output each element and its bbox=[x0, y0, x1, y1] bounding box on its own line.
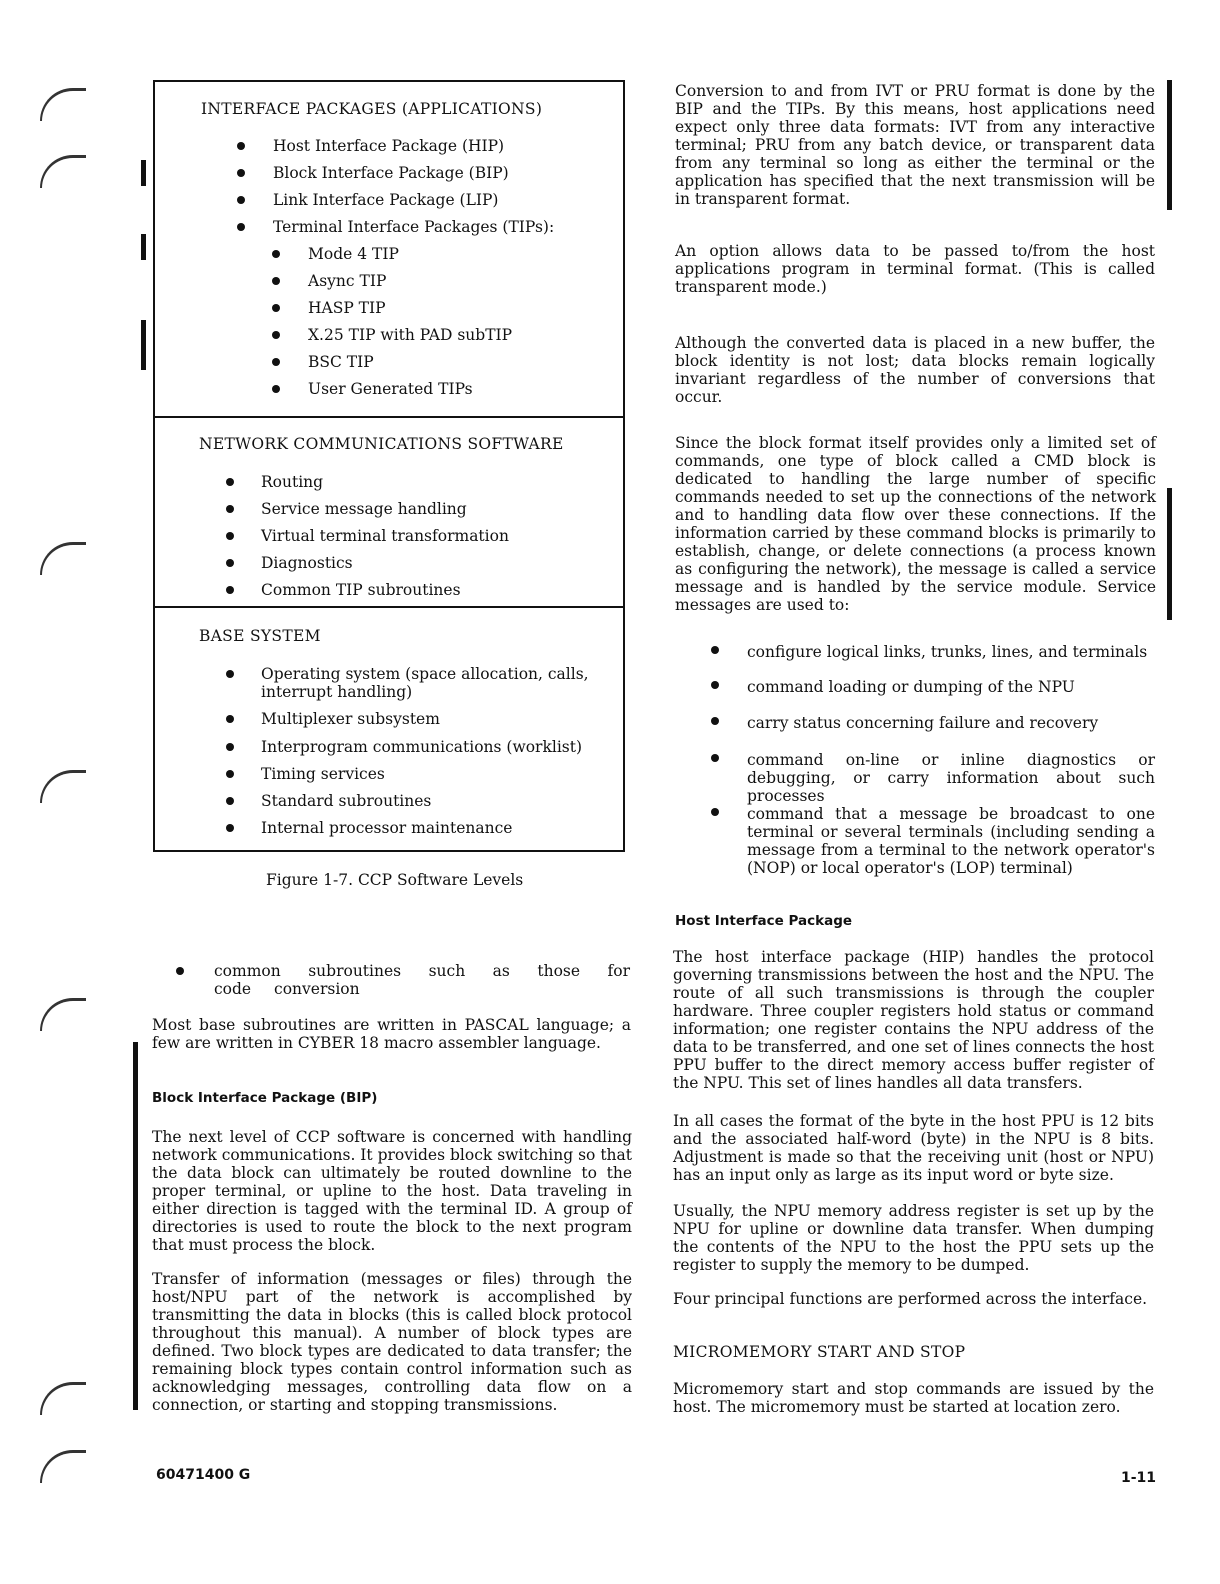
bullet-icon bbox=[711, 717, 719, 725]
change-bar bbox=[141, 234, 146, 260]
list-item: Service message handling bbox=[261, 500, 467, 518]
list-item: Operating system (space allocation, calls, interrupt handling) bbox=[261, 665, 589, 701]
bullet-icon bbox=[272, 277, 280, 285]
bullet-icon bbox=[237, 223, 245, 231]
bullet-icon bbox=[226, 532, 234, 540]
list-item: Terminal Interface Packages (TIPs): bbox=[273, 218, 555, 236]
figure-caption: Figure 1-7. CCP Software Levels bbox=[266, 871, 524, 889]
change-bar bbox=[141, 160, 146, 186]
list-item: Interprogram communications (worklist) bbox=[261, 738, 583, 756]
binder-hole-mark bbox=[40, 1382, 86, 1415]
bullet-icon bbox=[237, 196, 245, 204]
list-item: Routing bbox=[261, 473, 324, 491]
binder-hole-mark bbox=[40, 998, 86, 1031]
bullet-icon bbox=[272, 358, 280, 366]
bullet-icon bbox=[226, 770, 234, 778]
paragraph: The host interface package (HIP) handles the protocol governing transmissions between the host and the NPU. The route of all such transmissions is through the coupler hardware. Three coupler registers hold status or command information; one register contains the NPU address of the data to be transferred, and one set of lines connects the host PPU buffer to the direct memory access buffer register of the NPU. This set of lines handles all data transfers. bbox=[673, 948, 1154, 1092]
binder-hole-mark bbox=[40, 1450, 86, 1483]
change-bar bbox=[141, 320, 146, 370]
paragraph: Most base subroutines are written in PASCAL language; a few are written in CYBER 18 macro assembler language. bbox=[152, 1016, 631, 1052]
paragraph: Four principal functions are performed across the interface. bbox=[673, 1290, 1148, 1308]
list-item: Timing services bbox=[261, 765, 385, 783]
bullet-icon bbox=[237, 169, 245, 177]
paragraph: Although the converted data is placed in a new buffer, the block identity is not lost; data blocks remain logically invariant regardless of the number of conversions that occur. bbox=[675, 334, 1155, 406]
bullet-icon bbox=[226, 586, 234, 594]
change-bar bbox=[1167, 488, 1172, 620]
bullet-icon bbox=[226, 824, 234, 832]
list-item: Common TIP subroutines bbox=[261, 581, 461, 599]
bullet-icon bbox=[226, 797, 234, 805]
paragraph: Since the block format itself provides only a limited set of commands, one type of block called a CMD block is dedicated to handling the large number of specific commands needed to set up the connections of the network and to handling data flow over these connections. If the information carried by these command blocks is primarily to establish, change, or delete connections (a process known as configuring the network), the message is called a service message and is handled by the service module. Service messages are used to: bbox=[675, 434, 1156, 614]
paragraph: Conversion to and from IVT or PRU format is done by the BIP and the TIPs. By this means, host applications need expect only three data formats: IVT from any interactive terminal; PRU from any batch device, or transparent data from any terminal so long as either the terminal or the application has specified that the next transmission will be in transparent format. bbox=[675, 82, 1155, 208]
list-item: Mode 4 TIP bbox=[308, 245, 399, 263]
bullet-icon bbox=[272, 331, 280, 339]
binder-hole-mark bbox=[40, 770, 86, 803]
bullet-icon bbox=[272, 250, 280, 258]
bullet-icon bbox=[711, 646, 719, 654]
bullet-icon bbox=[226, 505, 234, 513]
list-item: Standard subroutines bbox=[261, 792, 432, 810]
list-item: X.25 TIP with PAD subTIP bbox=[308, 326, 513, 344]
paragraph: Micromemory start and stop commands are issued by the host. The micromemory must be started at location zero. bbox=[673, 1380, 1154, 1416]
list-item: HASP TIP bbox=[308, 299, 386, 317]
change-bar bbox=[133, 1042, 138, 1410]
binder-hole-mark bbox=[40, 542, 86, 575]
list-item: Multiplexer subsystem bbox=[261, 710, 440, 728]
figure-section-interface-packages bbox=[155, 82, 623, 416]
list-item: Virtual terminal transformation bbox=[261, 527, 509, 545]
section-title: NETWORK COMMUNICATIONS SOFTWARE bbox=[199, 435, 564, 453]
paragraph: An option allows data to be passed to/from the host applications program in terminal format. (This is called transparent mode.) bbox=[675, 242, 1155, 296]
list-item: Host Interface Package (HIP) bbox=[273, 137, 505, 155]
page-number: 1-11 bbox=[1121, 1470, 1157, 1486]
list-item: configure logical links, trunks, lines, and terminals bbox=[747, 643, 1148, 661]
list-item: command loading or dumping of the NPU bbox=[747, 678, 1075, 696]
figure-section-network-communications bbox=[155, 416, 623, 606]
list-item: User Generated TIPs bbox=[308, 380, 473, 398]
bullet-icon bbox=[226, 670, 234, 678]
bullet-icon bbox=[711, 754, 719, 762]
paragraph: In all cases the format of the byte in the host PPU is 12 bits and the associated half-word (byte) in the NPU is 8 bits. Adjustment is made so that the receiving unit (host or NPU) has an input only as large as its input word or byte size. bbox=[673, 1112, 1154, 1184]
bullet-icon bbox=[176, 967, 184, 975]
list-item: Async TIP bbox=[308, 272, 387, 290]
list-item: common subroutines such as those for code conversion bbox=[214, 962, 630, 998]
change-bar bbox=[1167, 80, 1172, 210]
paragraph: Transfer of information (messages or files) through the host/NPU part of the network is accomplished by transmitting the data in blocks (this is called block protocol throughout this manual). A number of block types are defined. Two block types are dedicated to data transfer; the remaining block types contain control information such as acknowledging messages, controlling data flow on a connection, or starting and stopping transmissions. bbox=[152, 1270, 632, 1414]
paragraph: Usually, the NPU memory address register is set up by the NPU for upline or downline data transfer. When dumping the contents of the NPU to the host the PPU sets up the register to supply the memory to be dumped. bbox=[673, 1202, 1154, 1274]
paragraph: The next level of CCP software is concerned with handling network communications. It provides block switching so that the data block can ultimately be routed downline to the proper terminal, or upline to the host. Data traveling in either direction is tagged with the terminal ID. A group of directories is used to route the block to the next program that must process the block. bbox=[152, 1128, 632, 1254]
section-heading-hip: Host Interface Package bbox=[675, 913, 853, 929]
section-heading-bip: Block Interface Package (BIP) bbox=[152, 1090, 378, 1106]
list-item: command on-line or inline diagnostics or debugging, or carry information about such processes bbox=[747, 751, 1155, 805]
bullet-icon bbox=[711, 681, 719, 689]
bullet-icon bbox=[237, 142, 245, 150]
figure-section-base-system bbox=[155, 606, 623, 852]
binder-hole-mark bbox=[40, 155, 86, 188]
section-title: BASE SYSTEM bbox=[199, 627, 321, 645]
list-item: carry status concerning failure and recovery bbox=[747, 714, 1099, 732]
figure-ccp-software-levels bbox=[153, 80, 625, 852]
bullet-icon bbox=[272, 304, 280, 312]
binder-hole-mark bbox=[40, 88, 86, 121]
bullet-icon bbox=[272, 385, 280, 393]
bullet-icon bbox=[226, 559, 234, 567]
bullet-icon bbox=[226, 478, 234, 486]
list-item: BSC TIP bbox=[308, 353, 374, 371]
section-heading-micromemory: MICROMEMORY START AND STOP bbox=[673, 1343, 966, 1361]
list-item: Block Interface Package (BIP) bbox=[273, 164, 509, 182]
list-item: command that a message be broadcast to one terminal or several terminals (including sending a message from a terminal to the network operator's (NOP) or local operator's (LOP) terminal) bbox=[747, 805, 1155, 877]
list-item: Diagnostics bbox=[261, 554, 353, 572]
bullet-icon bbox=[226, 715, 234, 723]
bullet-icon bbox=[711, 808, 719, 816]
list-item: Link Interface Package (LIP) bbox=[273, 191, 499, 209]
list-item: Internal processor maintenance bbox=[261, 819, 513, 837]
bullet-icon bbox=[226, 743, 234, 751]
document-number: 60471400 G bbox=[156, 1467, 251, 1483]
section-title: INTERFACE PACKAGES (APPLICATIONS) bbox=[201, 100, 543, 118]
